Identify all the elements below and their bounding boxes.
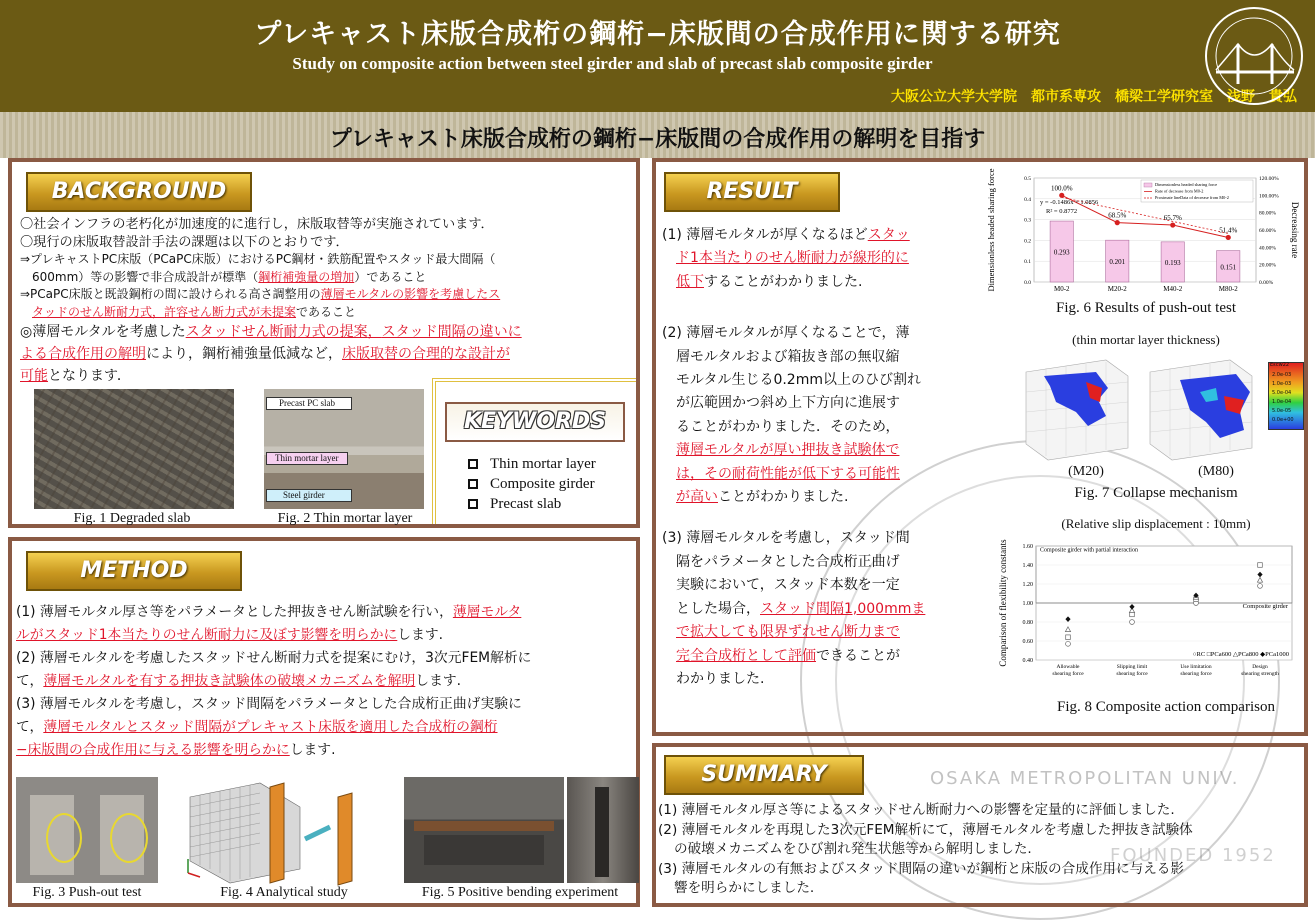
bg-red-possible: 可能 — [20, 368, 48, 384]
y-tick-label: 0.0 — [1024, 280, 1031, 286]
y-tick-label: 1.60 — [1022, 544, 1033, 550]
bg-red-comma: ， — [367, 324, 382, 340]
result-line-15 — [662, 598, 972, 621]
y-tick-label: 1.00 — [1022, 601, 1033, 607]
method-line-2 — [16, 624, 640, 647]
background-text — [20, 216, 638, 387]
point-PCa600 — [1258, 563, 1263, 568]
bending-experiment-photo — [404, 777, 564, 883]
y-tick-label: 0.3 — [1024, 217, 1031, 224]
result-red-3: 低下 — [676, 273, 704, 290]
legend-label: Dimensionless headed sharing force — [1155, 182, 1218, 187]
band-bottom-label: Composite girder — [1242, 602, 1288, 610]
m2d: します. — [415, 673, 462, 689]
fig6-subcaption: (thin mortar layer thickness) — [1072, 332, 1220, 347]
method-line-7 — [16, 739, 640, 762]
bg-line-3d: ）であること — [354, 269, 427, 284]
y-axis-label: Comparison of flexibility constants — [998, 539, 1008, 667]
watermark-year: FOUNDED 1952 — [1110, 845, 1276, 866]
title-en: Study on composite action between steel girder and slab of precast slab composite girder — [292, 54, 933, 73]
y-tick-label: 1.40 — [1022, 563, 1033, 569]
r1e: することがわかりました. — [704, 273, 863, 290]
m3b: て， — [16, 719, 44, 735]
fig2-label-girder: Steel girder — [266, 489, 352, 502]
affiliation: 大阪公立大学大学院 都市系専攻 橋梁工学研究室 浅野 貴弘 — [891, 89, 1297, 105]
r3d: とした場合， — [676, 600, 760, 617]
bg-line-6 — [20, 343, 638, 365]
result-line-18: わかりました. — [676, 670, 765, 687]
bg-line-4 — [20, 286, 638, 304]
m1a: (1) 薄層モルタル厚さ等をパラメータとした押抜きせん断試験を行い， — [16, 604, 453, 620]
fig7-m80-label: (M80) — [1198, 464, 1234, 479]
watermark-bottom-text: OSAKA METROPOLITAN UNIV. — [930, 768, 1240, 789]
result-red-8: で拡大しても限界ずれせん断力まで — [676, 624, 900, 641]
y2-tick-label: 60.00% — [1259, 228, 1276, 234]
r1a: (1) 薄層モルタルが厚くなるほど — [662, 227, 868, 243]
y-tick-label: 0.4 — [1024, 196, 1031, 203]
y-tick-label: 0.5 — [1024, 176, 1031, 182]
bending-experiment-photo-2 — [567, 777, 639, 883]
result-line-11 — [662, 486, 972, 509]
legend-label: ○RC □PCa600 △PCa800 ◆PCa1000 — [1192, 651, 1289, 658]
fem-model-figure — [180, 777, 376, 885]
degraded-slab-photo — [34, 389, 234, 509]
y2-tick-label: 120.00% — [1259, 176, 1279, 182]
bg-line-3b-text: 600mm）等の影響で非合成設計が標準（ — [32, 269, 259, 284]
method-red-2: ルがスタッド1本当たりのせん断耐力に及ぼす影響を明らかに — [16, 627, 398, 643]
result-red-1: スタッ — [867, 227, 910, 243]
m1d: します. — [397, 627, 444, 643]
method-panel — [8, 537, 640, 907]
lab-logo — [1202, 4, 1307, 109]
x-tick-label: shearing force — [1180, 671, 1212, 677]
subtitle: プレキャスト床版合成桁の鋼桁−床版間の合成作用の解明を目指す — [329, 127, 986, 152]
point-RC — [1258, 584, 1263, 589]
summary-line-3: の破壊メカニズムをひび割れ発生状態等から解明しました. — [674, 841, 1032, 857]
bg-red-design: 床版取替の合理的な設計が — [342, 346, 510, 362]
legend-swatch — [1144, 183, 1152, 187]
legend-label: Proximate lineData of decrease from M0-2 — [1155, 195, 1229, 200]
result-line-16 — [662, 621, 972, 644]
keyword-item — [468, 494, 596, 514]
rate-point — [1059, 193, 1064, 198]
y-tick-label: 0.60 — [1022, 639, 1033, 645]
summary-line-5: 響を明らかにしました. — [674, 880, 815, 896]
collapse-m80-figure — [1140, 352, 1260, 462]
result-text — [662, 224, 972, 691]
point-RC — [1066, 641, 1071, 646]
y-tick-label: 0.2 — [1024, 238, 1031, 245]
bg-line-4c — [20, 304, 638, 322]
bg-red-proposal: スタッドせん断耐力式の提案 — [185, 324, 368, 340]
m3e: します. — [289, 742, 336, 758]
y2-tick-label: 100.00% — [1259, 193, 1279, 200]
result-red-9: 完全合成桁として評価 — [676, 647, 816, 664]
y-axis-label: Dimensionless headed sharing force — [986, 168, 996, 292]
header — [0, 0, 1315, 112]
keyword-item — [468, 454, 596, 474]
method-line-5: (3) 薄層モルタルを考慮し，スタッド間隔をパラメータとした合成桁正曲げ実験に — [16, 696, 522, 712]
x-tick-label: shearing force — [1052, 671, 1084, 677]
push-out-photo — [16, 777, 158, 883]
bg-line-2: 〇現行の床版取替設計手法の課題は以下のとおりです． — [20, 234, 349, 250]
result-line-7: が広範囲かつ斜め上下方向に進展す — [676, 395, 900, 412]
bg-red-clarify: よる合成作用の解明 — [20, 346, 146, 362]
bg-red-reinforcement: 鋼桁補強量の増加 — [258, 269, 355, 284]
result-line-14: 実験において，スタッド本数を一定 — [676, 577, 900, 594]
method-line-3: (2) 薄層モルタルを考慮したスタッドせん断耐力式を提案にむけ，3次元FEM解析に — [16, 650, 532, 666]
fig1-caption: Fig. 1 Degraded slab — [73, 511, 191, 526]
fig7-caption: Fig. 7 Collapse mechanism — [1074, 485, 1238, 501]
fig4-caption: Fig. 4 Analytical study — [220, 885, 348, 900]
collapse-m20-figure — [1016, 352, 1136, 462]
point-PCa600 — [1066, 635, 1071, 640]
bar-value-label: 0.151 — [1220, 263, 1237, 272]
equation: y = -0.1486x + 1.0856 — [1040, 199, 1099, 206]
bg-line-3a: ⇒プレキャストPC床版（PCaPC床版）におけるPC鋼材・鉄筋配置やスタッド最大間隔（ — [20, 252, 496, 266]
result-line-1 — [662, 224, 972, 247]
result-line-12: (3) 薄層モルタルを考慮し，スタッド間 — [662, 530, 910, 547]
y2-tick-label: 20.00% — [1259, 262, 1276, 269]
background-heading: BACKGROUND — [26, 172, 252, 212]
fig2-label-mortar: Thin mortar layer — [266, 452, 348, 465]
y-tick-label: 1.20 — [1022, 582, 1033, 588]
keyword-item — [468, 474, 596, 494]
method-line-6 — [16, 716, 640, 739]
fig3-caption: Fig. 3 Push-out test — [32, 885, 142, 900]
r2i: ことがわかりました. — [718, 489, 849, 506]
result-line-17 — [662, 645, 972, 668]
r-squared: R² = 0.8772 — [1046, 208, 1078, 215]
result-red-4: 薄層モルタルが厚い押抜き試験体で — [676, 442, 900, 459]
bg-red-spacing: スタッド間隔の違いに — [381, 324, 522, 340]
bg-line-5f: により，鋼桁補強量低減など， — [146, 346, 342, 362]
y2-tick-label: 40.00% — [1259, 245, 1276, 252]
x-tick-label: M40-2 — [1163, 285, 1183, 293]
x-tick-label: M0-2 — [1053, 285, 1070, 293]
keywords-heading: KEYWORDS — [445, 402, 625, 442]
fig7-m20-label: (M20) — [1068, 464, 1104, 479]
bg-red-thin-mortar: 薄層モルタルの影響を考慮したス — [320, 287, 501, 301]
fig5-caption: Fig. 5 Positive bending experiment — [421, 885, 619, 900]
method-red-5: −床版間の合成作用に与える影響を明らかに — [16, 742, 290, 758]
bar-value-label: 0.293 — [1053, 248, 1070, 257]
x-tick-label: Allowable — [1056, 664, 1080, 670]
bg-red-not-proposed: タッドのせん断耐力式，許容せん断力式が未提案 — [32, 304, 297, 319]
bg-line-5 — [20, 321, 638, 343]
result-red-2: ド1本当たりのせん断耐力が線形的に — [676, 250, 909, 267]
bar-value-label: 0.193 — [1164, 258, 1181, 267]
rate-label: 68.5% — [1108, 211, 1127, 220]
summary-heading: SUMMARY — [664, 755, 864, 795]
y-tick-label: 0.80 — [1022, 620, 1033, 626]
result-line-5: 層モルタルおよび箱抜き部の無収縮 — [676, 348, 900, 365]
fig7-subcaption: (Relative slip displacement : 10mm) — [1061, 516, 1251, 531]
x-tick-label: Design — [1252, 664, 1268, 670]
bg-line-4a: ⇒PCaPC床版と既設鋼桁の間に設けられる高さ調整用の — [20, 287, 321, 301]
background-panel — [8, 158, 640, 528]
method-text — [16, 601, 640, 762]
subtitle-band — [0, 112, 1315, 158]
strain-scale-tick-3: 5.0e-04 — [1272, 390, 1292, 396]
push-out-chart — [986, 168, 1300, 300]
strain-scale-tick-1: 2.0e-03 — [1272, 372, 1292, 378]
composite-action-chart — [992, 540, 1302, 700]
strain-scale-tick-6: 0.0e+00 — [1272, 417, 1294, 423]
bg-line-4d: であること — [296, 304, 357, 319]
x-tick-label: M80-2 — [1218, 285, 1238, 293]
result-heading: RESULT — [664, 172, 840, 212]
point-RC — [1130, 620, 1135, 625]
bg-line-3b — [20, 269, 638, 287]
result-line-4: (2) 薄層モルタルが厚くなることで，薄 — [662, 325, 910, 342]
fig6-caption: Fig. 6 Results of push-out test — [1055, 300, 1236, 316]
thin-mortar-photo — [264, 389, 424, 509]
strain-scale-title: Eεcw22 — [1270, 362, 1290, 368]
summary-line-4: (3) 薄層モルタルの有無およびスタッド間隔の違いが鋼桁と床版の合成作用に与える影 — [658, 860, 1184, 877]
method-heading: METHOD — [26, 551, 242, 591]
bar-value-label: 0.201 — [1109, 258, 1126, 267]
rate-point — [1226, 235, 1231, 240]
method-line-4 — [16, 670, 640, 693]
y-tick-label: 0.1 — [1024, 259, 1031, 266]
rate-point — [1115, 220, 1120, 225]
checkbox-icon — [468, 499, 478, 509]
title-ja: プレキャスト床版合成桁の鋼桁−床版間の合成作用に関する研究 — [254, 19, 1061, 50]
m2b: て， — [16, 673, 44, 689]
keywords-list — [468, 454, 596, 514]
result-line-6: モルタル生じる0.2mm以上のひび割れ — [676, 372, 921, 389]
keyword-text: Composite girder — [490, 476, 595, 492]
result-line-8: ることがわかりました．そのため， — [676, 418, 900, 435]
strain-scale-tick-4: 1.0e-04 — [1272, 399, 1292, 405]
result-line-13: 隔をパラメータとした合成桁正曲げ — [676, 553, 900, 570]
legend-label: Rate of decrease from M0-2 — [1155, 188, 1204, 194]
method-red-3: 薄層モルタルを有する押抜き試験体の破壊メカニズムを解明 — [43, 673, 416, 689]
r3h: できることが — [816, 647, 900, 664]
rate-label: 51.4% — [1219, 226, 1238, 235]
keyword-text: Thin mortar layer — [490, 456, 596, 472]
x-tick-label: Use limitation — [1180, 664, 1212, 670]
result-line-9 — [662, 439, 972, 462]
result-line-2 — [662, 247, 972, 270]
bg-line-5i: となります． — [48, 368, 131, 384]
y2-tick-label: 0.00% — [1259, 280, 1274, 286]
method-line-1 — [16, 601, 640, 624]
y2-axis-label: Decreasing rate — [1290, 201, 1300, 259]
bg-line-1: 〇社会インフラの老朽化が加速度的に進行し，床版取替等が実施されています． — [20, 217, 494, 232]
result-line-3 — [662, 271, 972, 294]
result-panel — [652, 158, 1308, 736]
fig2-caption: Fig. 2 Thin mortar layer — [277, 511, 413, 526]
result-red-5: は，その耐荷性能が低下する可能性 — [676, 465, 900, 482]
result-line-10 — [662, 463, 972, 486]
result-red-7: スタッド間隔1,000mmま — [760, 600, 926, 617]
bg-line-5a: ◎薄層モルタルを考慮した — [20, 324, 186, 340]
y-tick-label: 0.40 — [1022, 658, 1033, 664]
strain-scale-tick-5: 5.0e-05 — [1272, 408, 1292, 414]
x-tick-label: shearing force — [1116, 671, 1148, 677]
summary-line-1: (1) 薄層モルタル厚さ等によるスタッドせん断耐力への影響を定量的に評価しました. — [658, 802, 1175, 818]
strain-scale-tick-2: 1.0e-03 — [1272, 381, 1292, 387]
x-tick-label: shearing strength — [1241, 671, 1279, 677]
method-red-1: 薄層モルタ — [452, 604, 522, 620]
fig2-label-slab: Precast PC slab — [266, 397, 352, 410]
keyword-text: Precast slab — [490, 496, 562, 512]
fig8-caption: Fig. 8 Composite action comparison — [1057, 699, 1275, 715]
rate-label: 100.0% — [1050, 184, 1073, 193]
method-red-4: 薄層モルタルとスタッド間隔がプレキャスト床版を適用した合成桁の鋼桁 — [43, 719, 498, 735]
y2-tick-label: 80.00% — [1259, 210, 1276, 217]
rate-point — [1170, 222, 1175, 227]
rate-label: 65.7% — [1163, 214, 1182, 223]
summary-line-2: (2) 薄層モルタルを再現した3次元FEM解析にて，薄層モルタルを考慮した押抜き試験体 — [658, 821, 1193, 838]
checkbox-icon — [468, 459, 478, 469]
x-tick-label: M20-2 — [1107, 285, 1127, 293]
result-red-6: が高い — [676, 489, 718, 506]
checkbox-icon — [468, 479, 478, 489]
x-tick-label: Slipping limit — [1116, 664, 1148, 670]
band-top-label: Composite girder with partial interaction — [1040, 547, 1138, 554]
